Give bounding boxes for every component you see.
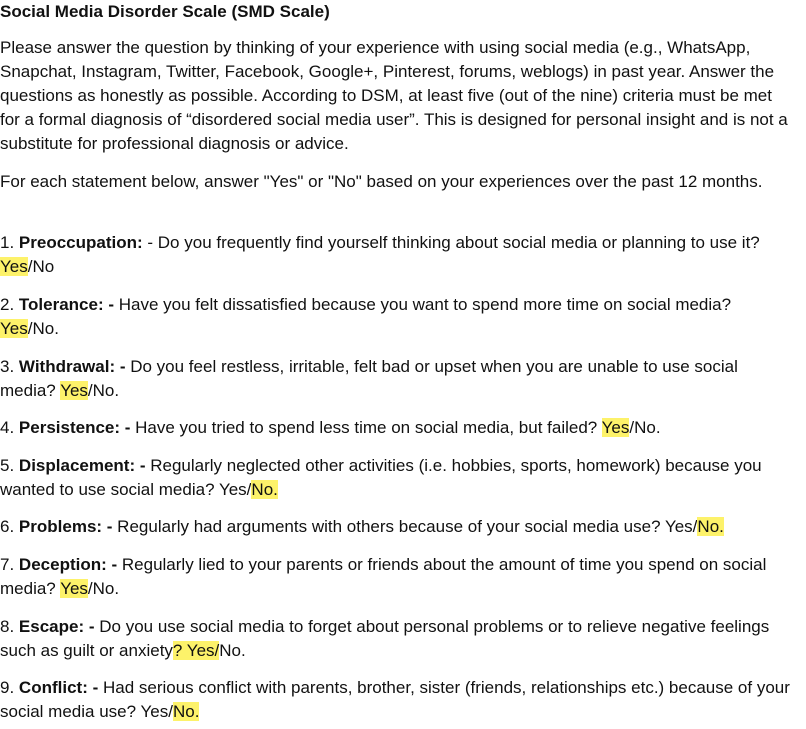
question-number: 3.	[0, 357, 15, 376]
question-item	[0, 454, 790, 502]
answer-yes[interactable]: Yes	[0, 319, 28, 338]
question-number: 9.	[0, 678, 15, 697]
question-text: Had serious conflict with parents, brother, sister (friends, relationships etc.) because of your social media use?	[0, 678, 790, 721]
question-number: 5.	[0, 456, 15, 475]
answer-no[interactable]: /No	[27, 257, 55, 276]
question-text: Have you tried to spend less time on social media, but failed?	[130, 418, 598, 437]
answer-yes[interactable]: Yes/	[218, 480, 252, 499]
answer-no[interactable]: /No.	[87, 579, 120, 598]
answer-no[interactable]: /No.	[27, 319, 59, 338]
question-number: 4.	[0, 418, 15, 437]
criterion-label: Preoccupation:	[18, 233, 143, 252]
question-item	[0, 293, 790, 341]
criterion-label: Problems: -	[18, 517, 113, 536]
answer-no[interactable]: No.	[697, 517, 724, 536]
answer-no[interactable]: No.	[251, 480, 278, 499]
answer-yes[interactable]: Yes/	[140, 702, 173, 721]
page-title: Social Media Disorder Scale (SMD Scale)	[0, 2, 330, 21]
criterion-label: Persistence: -	[18, 418, 131, 437]
question-text: Regularly had arguments with others because of your social media use?	[112, 517, 661, 536]
answer-yes[interactable]: Yes	[0, 257, 28, 276]
question-text: Do you feel restless, irritable, felt bad or upset when you are unable to use social media?	[0, 357, 738, 400]
criterion-label: Withdrawal: -	[18, 357, 126, 376]
answer-no[interactable]: No.	[172, 702, 200, 721]
answer-no[interactable]: No.	[219, 641, 246, 660]
criterion-label: Displacement: -	[18, 456, 146, 475]
instructions-paragraph: For each statement below, answer "Yes" or "No" based on your experiences over the past 12 months.	[0, 172, 763, 191]
question-item	[0, 355, 790, 403]
question-item	[0, 676, 790, 724]
answer-yes[interactable]: Yes	[60, 579, 88, 598]
question-item	[0, 416, 790, 440]
intro-paragraph: Please answer the question by thinking of your experience with using social media (e.g., WhatsApp, Snapchat, Instagram, Twitter, Facebook, Google+, Pinterest, forums, weblogs) in past year. Answer the questions as honestly as possible. According to DSM, at least five (out of the nine) criteria must be met for a formal diagnosis of “disordered social media user”. This is designed for personal insight and is not a substitute for professional diagnosis or advice.	[0, 38, 788, 153]
answer-yes[interactable]: ? Yes/	[172, 641, 220, 660]
question-text: Regularly lied to your parents or friends about the amount of time you spend on social media?	[0, 555, 767, 598]
question-number: 8.	[0, 617, 15, 636]
question-item	[0, 231, 790, 279]
criterion-label: Deception: -	[18, 555, 118, 574]
question-number: 7.	[0, 555, 15, 574]
question-number: 2.	[0, 295, 15, 314]
question-item	[0, 553, 790, 601]
question-item	[0, 515, 790, 539]
answer-yes[interactable]: Yes	[60, 381, 88, 400]
criterion-label: Tolerance: -	[18, 295, 115, 314]
answer-no[interactable]: /No.	[629, 418, 661, 437]
answer-yes[interactable]: Yes/	[664, 517, 698, 536]
question-text: Regularly neglected other activities (i.e. hobbies, sports, homework) because you wanted to use social media?	[0, 456, 762, 499]
question-number: 6.	[0, 517, 15, 536]
question-text: - Do you frequently find yourself thinking about social media or planning to use it?	[142, 233, 760, 252]
criterion-label: Conflict: -	[18, 678, 99, 697]
answer-yes[interactable]: Yes	[601, 418, 630, 437]
criterion-label: Escape: -	[18, 617, 95, 636]
question-text: Have you felt dissatisfied because you want to spend more time on social media?	[114, 295, 732, 314]
question-number: 1.	[0, 233, 15, 252]
question-item	[0, 615, 790, 663]
answer-no[interactable]: /No.	[87, 381, 120, 400]
question-text: Do you use social media to forget about personal problems or to relieve negative feelings such as guilt or anxiety	[0, 617, 770, 660]
